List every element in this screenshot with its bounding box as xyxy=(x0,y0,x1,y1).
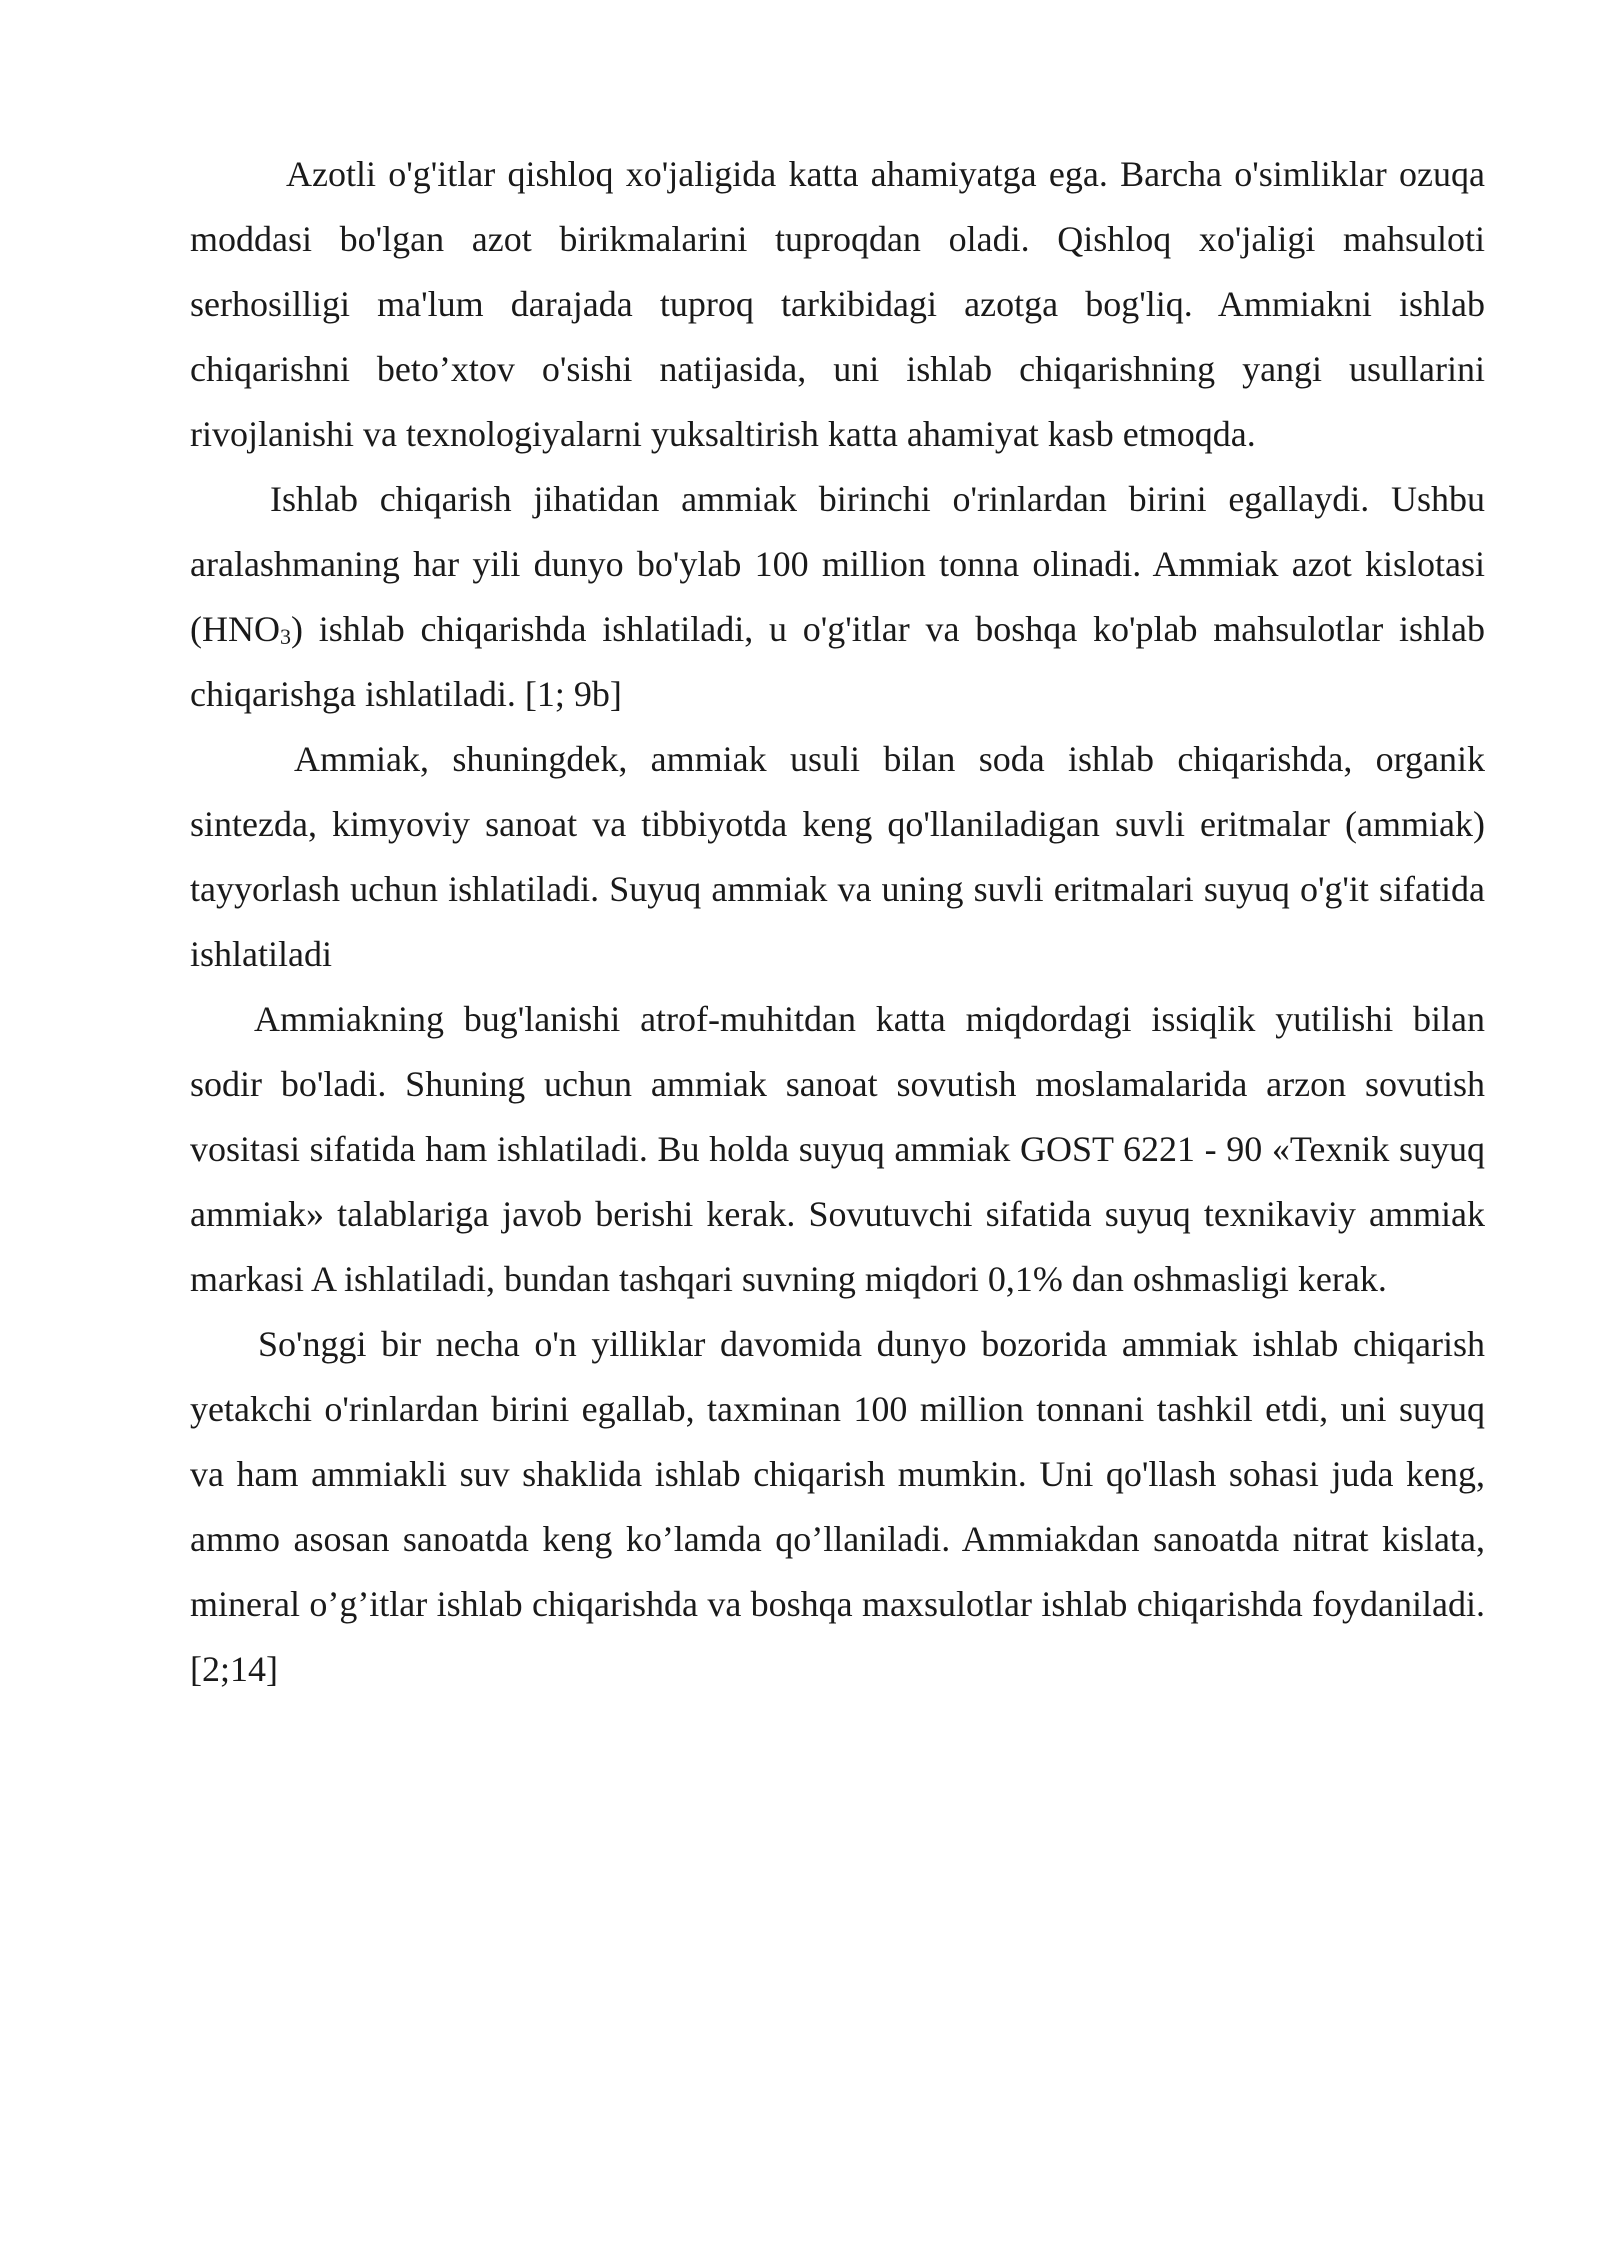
paragraph-2 xyxy=(190,467,1485,727)
paragraph-4: Ammiakning bug'lanishi atrof-muhitdan katta miqdordagi issiqlik yutilishi bilan sodir bo'ladi. Shuning uchun ammiak sanoat sovutish moslamalarida arzon sovutish vositasi sifatida ham ishlatiladi. Bu holda suyuq ammiak GOST 6221 - 90 «Texnik suyuq ammiak» talablariga javob berishi kerak. Sovutuvchi sifatida suyuq texnikaviy ammiak markasi A ishlatiladi, bundan tashqari suvning miqdori 0,1% dan oshmasligi kerak. xyxy=(190,999,1485,1299)
paragraph-3: Ammiak, shuningdek, ammiak usuli bilan soda ishlab chiqarishda, organik sintezda, kimyoviy sanoat va tibbiyotda keng qo'llaniladigan suvli eritmalar (ammiak) tayyorlash uchun ishlatiladi. Suyuq ammiak va uning suvli eritmalari suyuq o'g'it sifatida ishlatiladi xyxy=(190,739,1485,974)
paragraph-1: Azotli o'g'itlar qishloq xo'jaligida katta ahamiyatga ega. Barcha o'simliklar ozuqa moddasi bo'lgan azot birikmalarini tuproqdan oladi. Qishloq xo'jaligi mahsuloti serhosilligi ma'lum darajada tuproq tarkibidagi azotga bog'liq. Ammiakni ishlab chiqarishni beto’xtov o'sishi natijasida, uni ishlab chiqarishning yangi usullarini rivojlanishi va texnologiyalarni yuksaltirish katta ahamiyat kasb etmoqda. xyxy=(190,154,1485,454)
document-body xyxy=(190,142,1485,1702)
paragraph-2-text-before-formula: Ishlab chiqarish jihatidan ammiak birinchi o'rinlardan birini egallaydi. Ushbu aralashmaning har yili dunyo bo'ylab 100 million tonna olinadi. Ammiak azot kislotasi (HNO xyxy=(190,479,1485,649)
formula-subscript: 3 xyxy=(279,624,291,649)
paragraph-2-text-after-formula: ) ishlab chiqarishda ishlatiladi, u o'g'itlar va boshqa ko'plab mahsulotlar ishlab chiqarishga ishlatiladi. [1; 9b] xyxy=(190,609,1485,714)
paragraph-5: So'nggi bir necha o'n yilliklar davomida dunyo bozorida ammiak ishlab chiqarish yetakchi o'rinlardan birini egallab, taxminan 100 million tonnani tashkil etdi, uni suyuq va ham ammiakli suv shaklida ishlab chiqarish mumkin. Uni qo'llash sohasi juda keng, ammo asosan sanoatda keng ko’lamda qo’llaniladi. Ammiakdan sanoatda nitrat kislata, mineral o’g’itlar ishlab chiqarishda va boshqa maxsulotlar ishlab chiqarishda foydaniladi. [2;14] xyxy=(190,1324,1485,1689)
